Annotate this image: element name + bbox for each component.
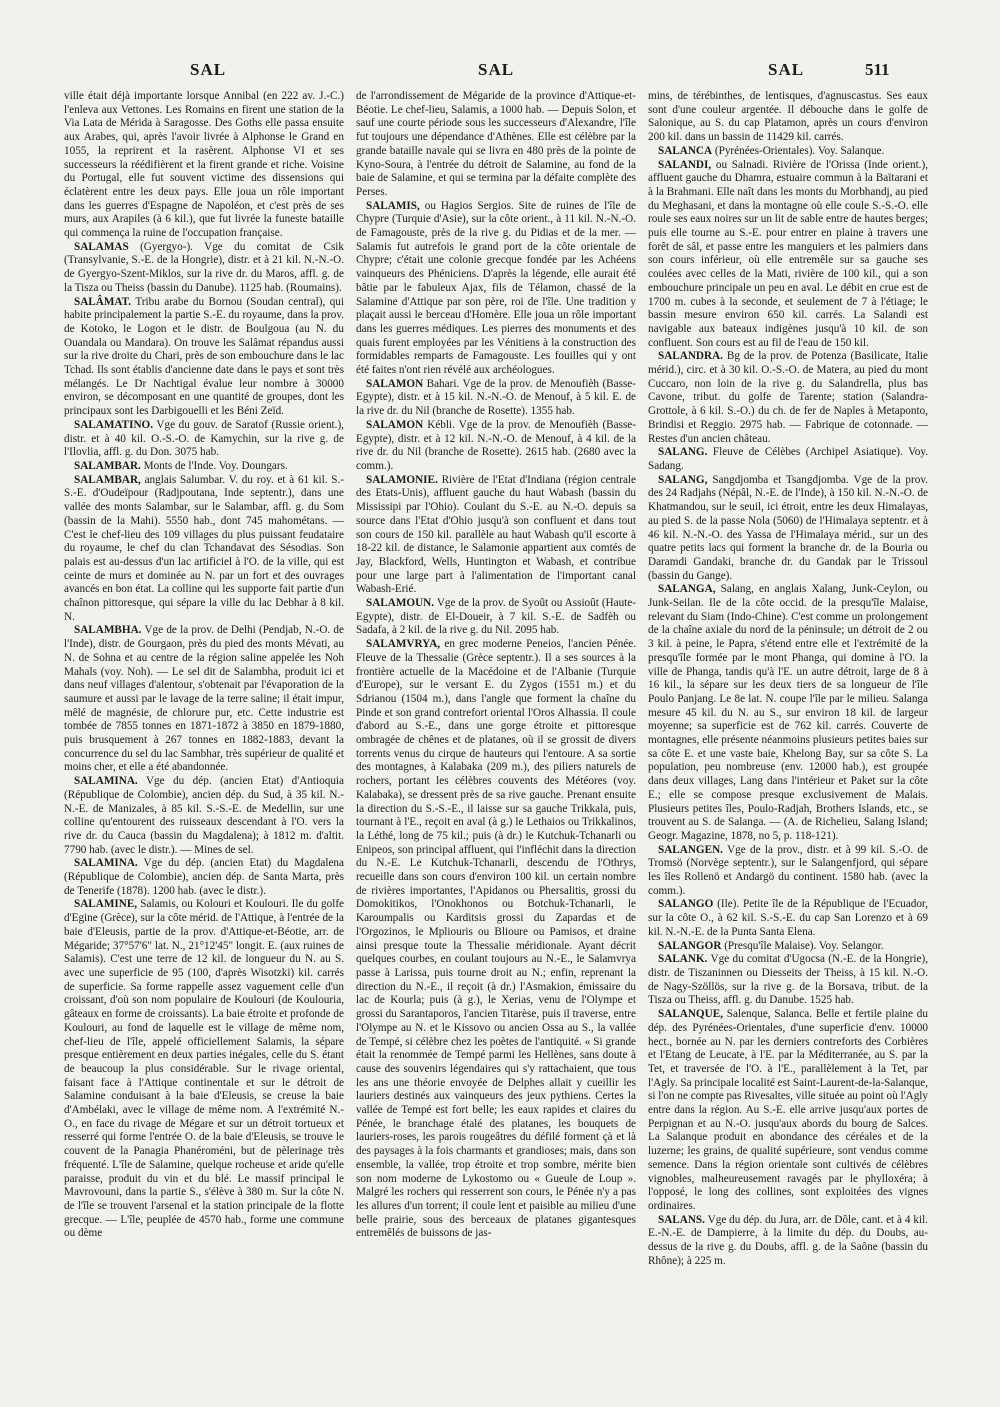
entry-text: Bg de la prov. de Potenza (Basilicate, Italie mérid.), circ. et à 30 kil. O.-S.-O. de Matera, au pied du mont Cuccaro, non loin de la rive g. du Salandrella, plus bas Cavone, tribut. du golfe de Tarente; station (Salandra-Grottole, à 6 kil. S.-O.) du ch. de fer de Naples à Metaponto, Brindisi et Reggio. 2975 hab. — Fabrique de cotonnade. — Restes d'un ancien château. (648, 350, 928, 445)
entry-headword: SALAMBAR. (74, 459, 141, 472)
entry-headword: SALANGOR (658, 939, 722, 952)
dictionary-entry (648, 583, 928, 843)
dictionary-entry (64, 474, 344, 625)
entry-headword: SALANG. (658, 446, 708, 459)
running-head-center: SAL (478, 60, 515, 79)
entry-text: Vge de la prov. de Syoût ou Assioût (Haute-Egypte), distr. de El-Doueir, à 7 kil. S.-E. de Sadfèh ou Sadafa, à 2 kil. de la rive g. du Nil. 2095 hab. (356, 597, 636, 637)
page-number: 511 (865, 60, 890, 79)
entry-text: ou Hagios Sergios. Site de ruines de l'île de Chypre (Turquie d'Asie), sur la côte orient., à 11 kil. N.-N.-O. de Famagouste, près de la rive g. du Pidias et de la mer. — Salamis fut autrefois le grand port de la côte orientale de Chypre; c'était une colonie grecque fondée par les Achéens vainqueurs des Phéniciens. D'après la légende, elle aurait été bâtie par le fabuleux Ajax, fils de Télamon, chassé de la Salamine d'Attique par son père, roi de l'île. Une tradition y plaçait aussi le berceau d'Homère. Elle joua un rôle important dans les guerres médiques. Les pierres des monuments et des quais furent employées par les Vénitiens à la construction des formidables remparts de Famagouste. Les fouilles qui y ont été faites n'ont rien révélé aux archéologues. (356, 199, 636, 377)
entry-headword: SALAMVRYA, (366, 638, 441, 651)
entry-text: Salamis, ou Kolouri et Koulouri. Ile du golfe d'Egine (Grèce), sur la côte mérid. de l'Attique, à l'entrée de la baie d'Eleusis, partie de la prov. d'Attique-et-Béotie, arr. de Mégaride; 37°57'6" lat. N., 21°12'45" longit. E. (aux ruines de Salamis). C'est une terre de 12 kil. de longueur du N. au S. avec une superficie de 95 (100, d'après Wisotzki) kil. carrés de superficie. Sa forme rappelle assez vaguement celle d'un croissant, d'où son nom populaire de Koulouri (de Koulouria, gâteaux en forme de croissants). La baie étroite et profonde de Koulouri, au fond de laquelle est le village de même nom, chef-lieu de l'île, appelé officiellement Salamis, la sépare presque entièrement en deux parties inégales, celle du S. étant de beaucoup la plus considérable. Sur le rivage oriental, faisant face à l'Attique continentale et sur le détroit de Salamine conduisant à la baie d'Eleusis, se creuse la baie d'Ambélaki, avec le village de même nom. A l'extrémité N.-O., en face du rivage de Mégare et sur un détroit tortueux et resserré qui forme l'entrée O. de la baie d'Eleusis, se trouve le couvent de la Panagia Phanéroméni, but de pèlerinage très fréquenté. L'île de Salamine, quelque rocheuse et aride qu'elle paraisse, produit du vin et du blé. Le massif principal le Mavrovouni, dans la partie S., s'élève à 380 m. Sur la côte N. de l'île se trouvent l'arsenal et la station principale de la flotte grecque. — L'île, peuplée de 4570 hab., forme une commune ou dème (64, 898, 344, 1240)
dictionary-entry (64, 898, 344, 1241)
dictionary-entry (648, 350, 928, 446)
dictionary-entry (648, 1008, 928, 1214)
entry-headword: SALANG, (658, 473, 708, 486)
entry-headword: SALANGEN. (658, 843, 723, 856)
entry-text: anglais Salumbar. V. du roy. et à 61 kil. S.-S.-E. d'Oudeïpour (Radjpoutana, Inde septentr.), dans une vallée des monts Salambar, sur le Salambar, affl. g. du Som (bassin de la Mahi). 5550 hab., dont 745 mahométans. — C'est le chef-lieu des 109 villages du plus puissant feudataire du royaume, le chef du clan Tchandavat des Sésodias. Son palais est au-dessus d'un lac artificiel à l'O. de la ville, qui est ceinte de murs et dominée au N. par un fort et des ouvrages avancés en bon état. La colline qui les supporte fait partie d'un chaînon pittoresque, qui sépare la ville du lac Debhar à 8 kil. N. (64, 473, 344, 623)
entry-headword: SALAMIS, (366, 199, 420, 212)
entry-text: (Ile). Petite île de la République de l'Ecuador, sur la côte O., à 62 kil. S.-S.-E. du cap San Lorenzo et à 69 kil. N.-N.-E. de la Punta Santa Elena. (648, 898, 928, 938)
column-3 (648, 90, 928, 1400)
dictionary-entry (64, 296, 344, 419)
entry-text: Salenque, Salanca. Belle et fertile plaine du dép. des Pyrénées-Orientales, d'une superficie d'env. 10000 hect., bornée au N. par les derniers contreforts des Corbières et l'Etang de Leucate, à l'E. par la Méditerranée, au S. par la Tet, et traversée de l'O. à l'E., parallèlement à la Tet, par l'Agly. Sa principale localité est Saint-Laurent-de-la-Salanque, si l'on ne compte pas Rivesaltes, ville située au point où l'Agly entre dans la région. Au S.-E. elle arrive jusqu'aux portes de Perpignan et au N.-O. jusqu'aux abords du bourg de Salces. La Salanque produit en abondance des céréales et de la luzerne; les grains, de qualité supérieure, sont vendus comme semence. Dans la région orientale sont cultivés de célèbres vignobles, malheureusement ravagés par le phylloxéra; à l'opposé, le long des collines, sont exploitées des vignes ordinaires. (648, 1008, 928, 1212)
entry-text: Salang, en anglais Xalang, Junk-Ceylon, ou Junk-Seilan. Ile de la côte occid. de la presqu'île Malaise, relevant du Siam (Indo-Chine). C'est comme un prolongement de la chaîne axiale du nord de la péninsule; un détroit de 2 ou 3 kil. à peine, le Papra, s'étend entre elle et l'extrémité de la presqu'île formée par le mont Phanga, qui domine à l'O. la ville de Phanga, tandis qu'à l'E. un autre détroit, large de 8 à 16 kil., la sépare sur les deux tiers de sa longueur de l'île Poulo Panjang. Le 8e lat. N. coupe l'île par le milieu. Salanga mesure 45 kil. du N. au S., sur environ 18 kil. de largeur moyenne; sa superficie est de 762 kil. carrés. Couverte de montagnes, elle présente néanmoins plusieurs petites baies sur sa côte E. et une vaste baie, Khelong Bay, sur sa côte S. La population, peu nombreuse (env. 12000 hab.), est groupée dans deux villages, Lang dans l'intérieur et Paket sur la côte E.; elle se compose presque exclusivement de Malais. Plusieurs petites îles, Poulo-Radjah, Brothers Islands, etc., se trouvent au S. de Salanga. — (A. de Richelieu, Salang Island; Geogr. Magazine, 1878, no 5, p. 118-121). (648, 583, 928, 842)
entry-text: Monts de l'Inde. Voy. Doungars. (143, 459, 288, 472)
entry-text: mins, de térébinthes, de lentisques, d'agnuscastus. Ses eaux sont d'une couleur argentée. Il débouche dans le golfe de Salonique, au S. du cap Platamon, après un cours d'environ 200 kil. dans un bassin de 11429 kil. carrés. (648, 90, 928, 144)
entry-text: Vge du dép. (ancien Etat) du Magdalena (République de Colombie), ancien dép. de Santa Marta, près de Tenerife (1878). 1200 hab. (avec le distr.). (64, 857, 344, 897)
entry-text: Vge du gouv. de Saratof (Russie orient.), distr. et à 40 kil. O.-S.-O. de Kamychin, sur la rive g. de l'Ilovlia, affl. g. du Don. 3075 hab. (64, 418, 344, 459)
entry-headword: SALAMINA. (74, 857, 138, 870)
dictionary-entry (648, 446, 928, 473)
dictionary-entry (648, 898, 928, 939)
entry-text: Vge de la prov., distr. et à 99 kil. S.-O. de Tromsö (Norvège septentr.), sur le Salangenfjord, qui sépare les îles Rollenö et Andargö du continent. 1580 hab. (avec la comm.). (648, 843, 928, 897)
running-head-right: SAL (768, 60, 805, 79)
dictionary-entry (356, 638, 636, 1241)
dictionary-entry (64, 857, 344, 898)
entry-headword: SALAMBAR, (74, 473, 141, 486)
entry-headword: SALAMINA. (74, 775, 138, 788)
entry-headword: SALANK. (658, 953, 708, 966)
entry-text: ville était déjà importante lorsque Annibal (en 222 av. J.-C.) l'enleva aux Vettones. Les Romains en firent une station de la Via Lata de Mérida à Saragosse. Des Goths elle passa ensuite aux Arabes, qui, après l'avoir livrée à Alphonse le Grand en 1055, la reprirent et la rasèrent. Alphonse VI et ses successeurs la réédifièrent et la firent grande et riche. Voisine du Portugal, elle fut souvent victime des dissensions qui éclatèrent entre les deux pays. Elle joua un rôle important dans les guerres d'Espagne de Napoléon, et c'est près de ses murs, aux Arapiles (à 6 kil.), que fut livrée la funeste bataille qui commença la ruine de l'occupation française. (64, 90, 344, 240)
entry-headword: SALAMATINO. (74, 418, 154, 431)
entry-text: Fleuve de Célèbes (Archipel Asiatique). Voy. Sadang. (648, 446, 928, 472)
entry-text: Vge du comitat d'Ugocsa (N.-E. de la Hongrie), distr. de Tiszaninnen ou Diesseits der Theiss, à 15 kil. N.-O. de Nagy-Szöllös, sur la rive g. de la Borsava, tribut. de la Tisza ou Theiss, affl. g. du Danube. 1525 hab. (648, 953, 928, 1007)
entry-headword: SALAMINE, (74, 898, 138, 911)
dictionary-entry (648, 474, 928, 584)
dictionary-entry (356, 597, 636, 638)
entry-text: Rivière de l'Etat d'Indiana (région centrale des Etats-Unis), affluent gauche du haut Wabash (bassin du Mississipi par l'Ohio). Coulant du S.-E. au N.-O. depuis sa source dans l'Etat d'Ohio jusqu'à son confluent et dans tout son cours de 150 kil. parallèle au haut Wabash qu'il escorte à 18-22 kil. de distance, le Salamonie appartient aux comtés de Jay, Blackford, Wells, Huntington et Wabash, et contribue pour une large part à l'alimentation de l'important canal Wabash-Erié. (356, 473, 636, 596)
dictionary-entry (648, 940, 928, 954)
entry-headword: SALANS. (658, 1213, 705, 1226)
entry-headword: SALAMONIE. (366, 473, 438, 486)
dictionary-entry (64, 419, 344, 460)
entry-headword: SALANGO (658, 898, 714, 911)
dictionary-entry (64, 624, 344, 775)
entry-text: en grec moderne Peneios, l'ancien Pénée. Fleuve de la Thessalie (Grèce septentr.). Il a ses sources à la frontière actuelle de la Macédoine et de l'Albanie (Turquie d'Europe), sur le versant E. du Zygos (1551 m.) et du Sdrianou (1504 m.), dans l'angle que forment la chaîne du Pinde et son grand contrefort oriental l'Oros Alhassia. Il coule d'abord au S.-E., dans une gorge étroite et pittoresque ombragée de chênes et de platanes, où il se grossit de divers torrents venus du cirque de hauteurs qui l'entoure. A sa sortie des montagnes, à Kalabaka (209 m.), des piliers naturels de rochers, portant les célèbres couvents des Météores (voy. Kalabaka), se dressent près de sa rive gauche. Prenant ensuite la direction du S.-S.-E., il laisse sur sa gauche Trikkala, puis, tournant à l'E., reçoit en aval (à g.) le Lethaios ou Trikkalinos, la Léthé, long de 75 kil.; puis (à dr.) le Kutchuk-Tchanarli ou Enipeos, son principal affluent, qui l'infléchit dans la direction du N.-E. Le Kutchuk-Tchanarli, descendu de l'Othrys, recueille dans son cours d'environ 100 kil. un certain nombre de rivières importantes, l'Apidanos ou Phersalitis, grossi du Domokitikos, l'Onokhonos ou Botchuk-Tchanarli, le Karoumpalis ou Karditsis grossi du Zapardas et de l'Orgozinos, le Mpliouris ou Blioure ou Pamisos, et draine ainsi presque toute la Thessalie méridionale. Ayant décrit quelques courbes, en coulant toujours au N.-E., le Salamvrya passe à Larissa, puis tourne droit au N.; enfin, reprenant la direction du N.-E., il reçoit (à dr.) l'Asmakion, émissaire du lac de Kourla; puis (à g.), le Xerias, venu de l'Olympe et grossi du Sarantaporos, l'ancien Titarèse, puis il traverse, entre l'Olympe au N. et le Kissovo ou ancien Ossa au S., la vallée de Tempé, si célèbre chez les poètes de l'antiquité. « Si grande était la renommée de Tempé parmi les Hellènes, sans doute à cause des souvenirs légendaires qui s'y rattachaient, que tous les ans une théorie envoyée de Delphes allait y cueillir les lauriers destinés aux vainqueurs des jeux pythiens. Certes la vallée de Tempé est fort belle; les eaux rapides et claires du Pénée, le branchage étalé des platanes, les bouquets de lauriers-roses, les parois rougeâtres du défilé forment çà et là des paysages à la fois charmants et grandioses; mais, dans son ensemble, la vallée, trop étroite et trop sombre, mérite bien son nom moderne de Lykostomo ou « Gueule de Loup ». Malgré les rochers qui resserrent son cours, le Pénée n'y a pas les allures d'un torrent; il coule lent et paisible au milieu d'une belle prairie, sous des berceaux de platanes gigantesques entremêlés de buissons de jas- (356, 638, 636, 1240)
entry-text: Tribu arabe du Bornou (Soudan central), qui habite principalement la partie S.-E. du royaume, dans la prov. de Kotoko, le Logon et le distr. de Boulgoua (au N. du Ouandala ou Mandara). On trouve les Salâmat répandus aussi sur la rive droite du Chari, près de son embouchure dans le lac Tchad. Ils sont établis d'ancienne date dans le pays et sont très mélangés. Le Dr Nachtigal évalue leur nombre à 30000 environ, se décomposant en une quantité de groupes, dont les principaux sont les Darbigouelli et les Béni Zeïd. (64, 295, 344, 418)
dictionary-entry (648, 145, 928, 159)
entry-text: Bahari. Vge de la prov. de Menoufièh (Basse-Egypte), distr. et à 15 kil. N.-N.-O. de Menouf, à 5 kil. E. de la rive dr. du Nil (branche de Rosette). 1355 hab. (356, 377, 636, 418)
dictionary-entry (356, 200, 636, 378)
entry-headword: SALANGA, (658, 583, 716, 596)
dictionary-entry (356, 474, 636, 597)
entry-text: ou Salnadi. Rivière de l'Orissa (Inde orient.), affluent gauche du Dhamra, estuaire commun à la Baïtarani et à la Brahmani. Elle naît dans les monts du Morbhandj, au pied du Meghasani, et dans la montagne où elle coule S.-S.-O. elle roule ses eaux noires sur un lit de sable entre de hautes berges; puis elle tourne au S.-E. pour entrer en plaine à travers une forêt de sâl, et passe entre les manguiers et les palmiers dans son cours inférieur, où elle entremêle sur sa gauche ses coulées avec celles de la Mati, rivière de 100 kil., qui a son embouchure principale un peu en aval. Le débit en crue est de 1700 m. cubes à la seconde, et seulement de 7 à l'étiage; le bassin mesure environ 650 kil. carrés. La Salandi est navigable aux bateaux indigènes jusqu'à 10 kil. de son confluent. Son cours est au fil de l'eau de 150 kil. (648, 158, 928, 349)
entry-headword: SALAMON (366, 377, 424, 390)
entry-text: de l'arrondissement de Mégaride de la province d'Attique-et-Béotie. Le chef-lieu, Salamis, a 1000 hab. — Depuis Solon, et sauf une courte période sous les successeurs d'Alexandre, l'île fut toujours une dépendance d'Athènes. Elle est célèbre par la grande bataille navale qui se livra en 480 près de la pointe de Kyno-Soura, à l'entrée du détroit de Salamine, au fond de la baie de Salamine, et qui se termina par la défaite complète des Perses. (356, 90, 636, 198)
dictionary-entry (64, 90, 344, 241)
dictionary-entry (648, 90, 928, 145)
entry-text: (Presqu'île Malaise). Voy. Selangor. (724, 939, 884, 952)
dictionary-entry (648, 1214, 928, 1269)
dictionary-entry (648, 159, 928, 351)
dictionary-entry (648, 953, 928, 1008)
dictionary-entry (64, 460, 344, 474)
dictionary-entry (64, 775, 344, 857)
page-header (0, 60, 1000, 90)
entry-headword: SALANQUE, (658, 1008, 723, 1021)
entry-headword: SALAMON (366, 418, 424, 431)
entry-headword: SALAMOUN. (366, 597, 435, 610)
dictionary-entry (356, 90, 636, 200)
dictionary-entry (64, 241, 344, 296)
dictionary-entry (356, 419, 636, 474)
entry-headword: SALAMAS (74, 240, 129, 253)
entry-text: Kébli. Vge de la prov. de Menoufièh (Basse-Egypte), distr. et à 12 kil. N.-N.-O. de Menouf, à 4 kil. de la rive dr. du Nil (branche de Rosette). 2615 hab. (2680 avec la comm.). (356, 418, 636, 472)
entry-headword: SALAMBHA. (74, 624, 142, 637)
column-1 (64, 90, 344, 1400)
entry-headword: SALANDRA. (658, 350, 723, 363)
entry-text: Vge du dép. (ancien Etat) d'Antioquia (République de Colombie), ancien dép. du Sud, à 35 kil. N.-N.-E. de Manizales, à 85 kil. S.-S.-E. de Medellin, sur une colline qu'entourent des ruisseaux descendant à l'O. vers la rive dr. du Cauca (bassin du Magdalena); à 1812 m. d'altit. 7790 hab. (avec le distr.). — Mines de sel. (64, 775, 344, 856)
entry-headword: SALANDI, (658, 158, 712, 171)
entry-text: (Pyrénées-Orientales). Voy. Salanque. (714, 144, 885, 157)
entry-text: (Gyergyo-). Vge du comitat de Csik (Transylvanie, S.-E. de la Hongrie), distr. et à 21 kil. N.-N.-O. de Gyergyo-Szent-Miklos, sur la rive dr. du Maros, affl. g. de la Tisza ou Theiss (bassin du Danube). 1125 hab. (Roumains). (64, 240, 344, 294)
entry-text: Vge de la prov. de Delhi (Pendjab, N.-O. de l'Inde), distr. de Gourgaon, près du pied des monts Mévati, au N. de Sohna et au centre de la région saline appelée les Noh Mahals (voy. Noh). — Le sel dit de Salambha, produit ici et dans neuf villages d'alentour, s'obtenait par l'évaporation de la saumure et aussi par le lavage de la terre saline; il était impur, mêlé de magnésie, de chlorure pur, etc. Cette industrie est tombée de 7855 tonnes en 1871-1872 à 3850 en 1879-1880, puis brusquement à 267 tonnes en 1882-1883, devant la concurrence du sel du lac Sambhar, très supérieur de qualité et moins cher, et elle a été abandonnée. (64, 624, 344, 774)
entry-headword: SALÂMAT. (74, 295, 132, 308)
running-head-left: SAL (190, 60, 227, 79)
dictionary-entry (356, 378, 636, 419)
entry-text: Sangdjomba et Tsangdjomba. Vge de la prov. des 24 Radjahs (Népâl, N.-E. de l'Inde), à 150 kil. N.-N.-O. de Khatmandou, sur le seuil, ici étroit, entre les deux Himalayas, au pied S. de la passe Nola (5060) de l'Himalaya septentr. et à 46 kil. N.-N.-O. des Yassa de l'Himalaya mérid., sur un des quatre petits lacs qui forment la branche dr. de la Bouria ou Daramdi Gandaki, branche dr. du Gandak par le Trissoul (bassin du Gange). (648, 473, 928, 582)
entry-headword: SALANCA (658, 144, 713, 157)
column-2 (356, 90, 636, 1400)
dictionary-entry (648, 844, 928, 899)
entry-text: Vge du dép. du Jura, arr. de Dôle, cant. et à 4 kil. E.-N.-E. de Dampierre, à la limite du dép. du Doubs, au-dessus de la rive g. du Doubs, affl. g. de la Saône (bassin du Rhône); à 225 m. (648, 1213, 928, 1267)
